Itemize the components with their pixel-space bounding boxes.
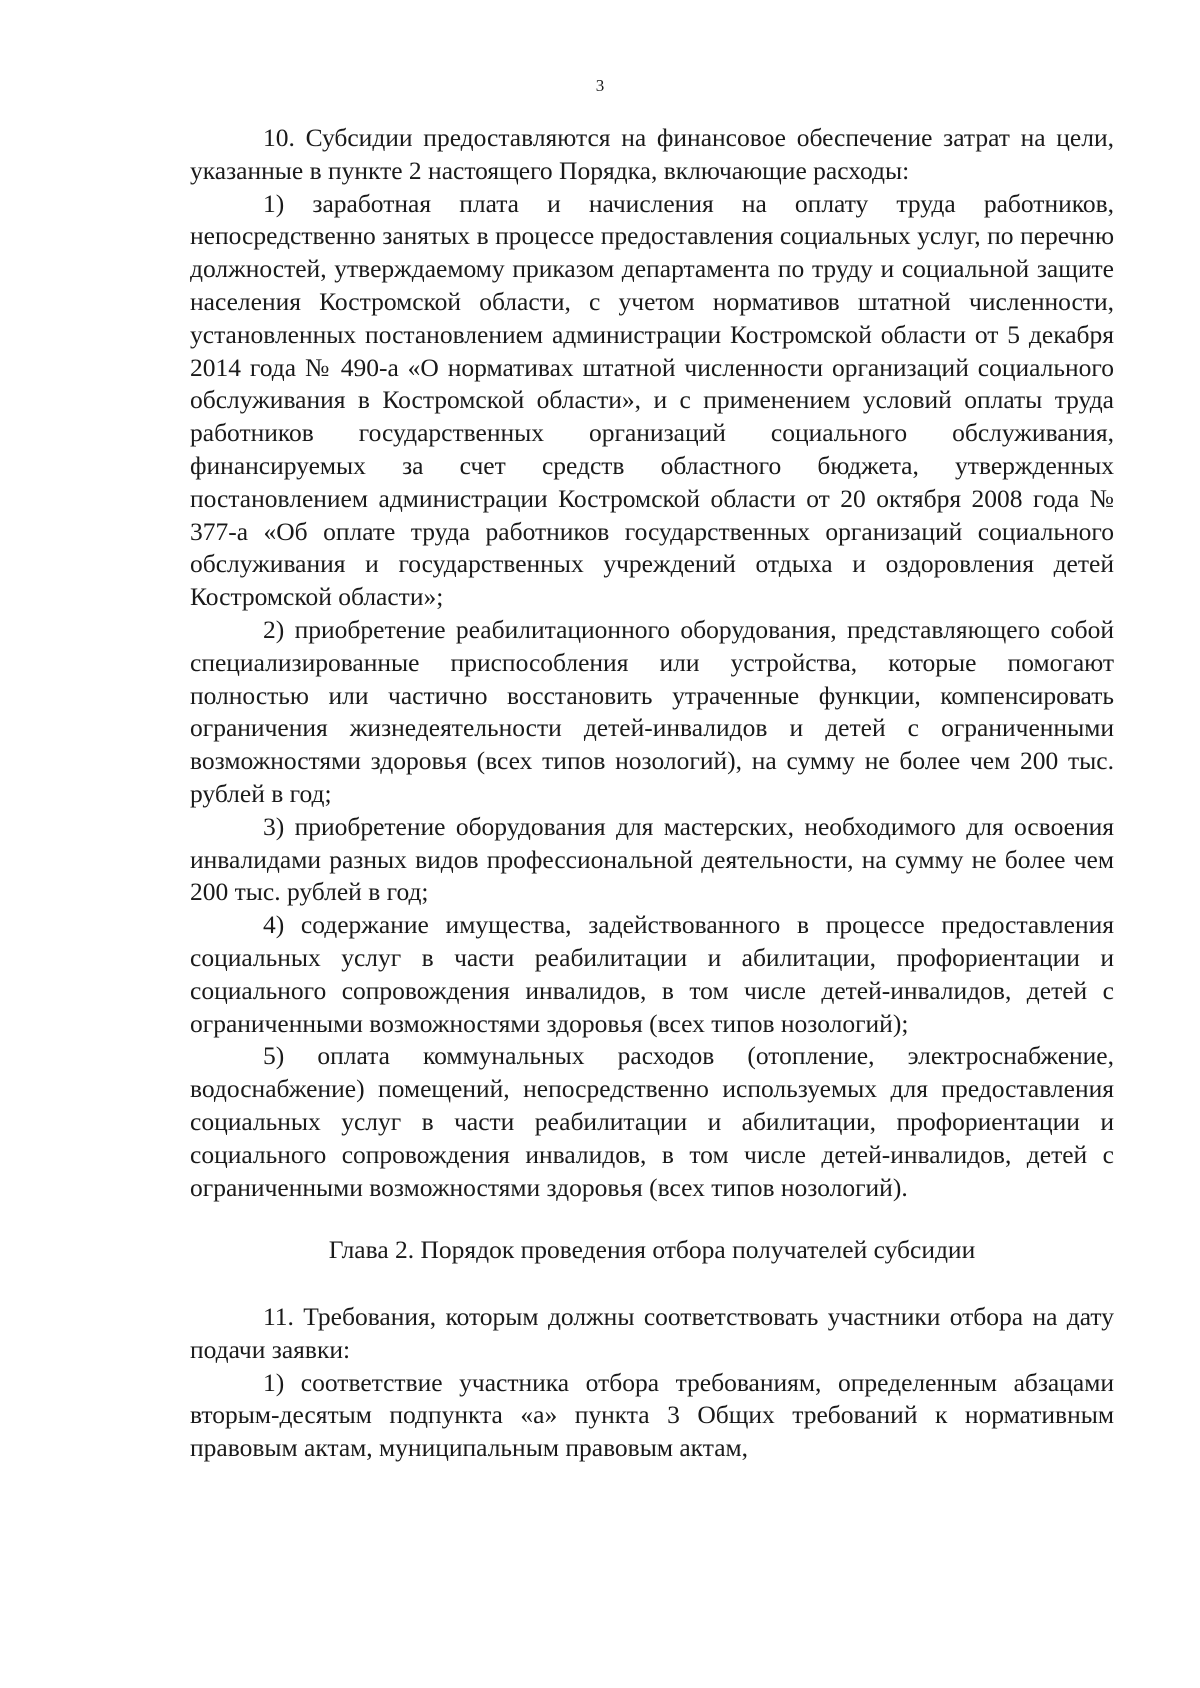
paragraph-10-item-3: 3) приобретение оборудования для мастерских, необходимого для освоения инвалидами разных видов профессиональной деятельности, на сумму не более чем 200 тыс. рублей в год;	[190, 811, 1114, 907]
paragraph-10: 10. Субсидии предоставляются на финансовое обеспечение затрат на цели, указанные в пункте 2 настоящего Порядка, включающие расходы:	[190, 123, 1114, 185]
paragraph-11-item-1: 1) соответствие участника отбора требованиям, определенным абзацами вторым-десятым подпункта «а» пункта 3 Общих требований к нормативным правовым актам, муниципальным правовым актам,	[190, 1367, 1114, 1463]
paragraph-10-item-4: 4) содержание имущества, задействованного в процессе предоставления социальных услуг в части реабилитации и абилитации, профориентации и социального сопровождения инвалидов, в том числе детей-инвалидов, детей с ограниченными возможностями здоровья (всех типов нозологий);	[190, 910, 1114, 1038]
page-number: 3	[595, 76, 605, 95]
paragraph-10-item-5: 5) оплата коммунальных расходов (отопление, электроснабжение, водоснабжение) помещений, непосредственно используемых для предоставления социальных услуг в части реабилитации и абилитации, профориентации и социального сопровождения инвалидов, в том числе детей-инвалидов, детей с ограниченными возможностями здоровья (всех типов нозологий).	[190, 1041, 1114, 1202]
paragraph-10-item-1: 1) заработная плата и начисления на оплату труда работников, непосредственно занятых в процессе предоставления социальных услуг, по перечню должностей, утверждаемому приказом департамента по труду и социальной защите населения Костромской области, с учетом нормативов штатной численности, установленных постановлением администрации Костромской области от 5 декабря 2014 года № 490-а «О нормативах штатной численности организаций социального обслуживания в Костромской области», и с применением условий оплаты труда работников государственных организаций социального обслуживания, финансируемых за счет средств областного бюджета, утвержденных постановлением администрации Костромской области от 20 октября 2008 года № 377-а «Об оплате труда работников государственных организаций социального обслуживания и государственных учреждений отдыха и оздоровления детей Костромской области»;	[190, 188, 1114, 612]
paragraph-11: 11. Требования, которым должны соответствовать участники отбора на дату подачи заявки:	[190, 1302, 1114, 1364]
document-body	[190, 122, 1114, 1465]
paragraph-10-item-2: 2) приобретение реабилитационного оборудования, представляющего собой специализированные приспособления или устройства, которые помогают полностью или частично восстановить утраченные функции, компенсировать ограничения жизнедеятельности детей-инвалидов и детей с ограниченными возможностями здоровья (всех типов нозологий), на сумму не более чем 200 тыс. рублей в год;	[190, 614, 1114, 808]
chapter-2-heading: Глава 2. Порядок проведения отбора получателей субсидии	[328, 1235, 976, 1265]
